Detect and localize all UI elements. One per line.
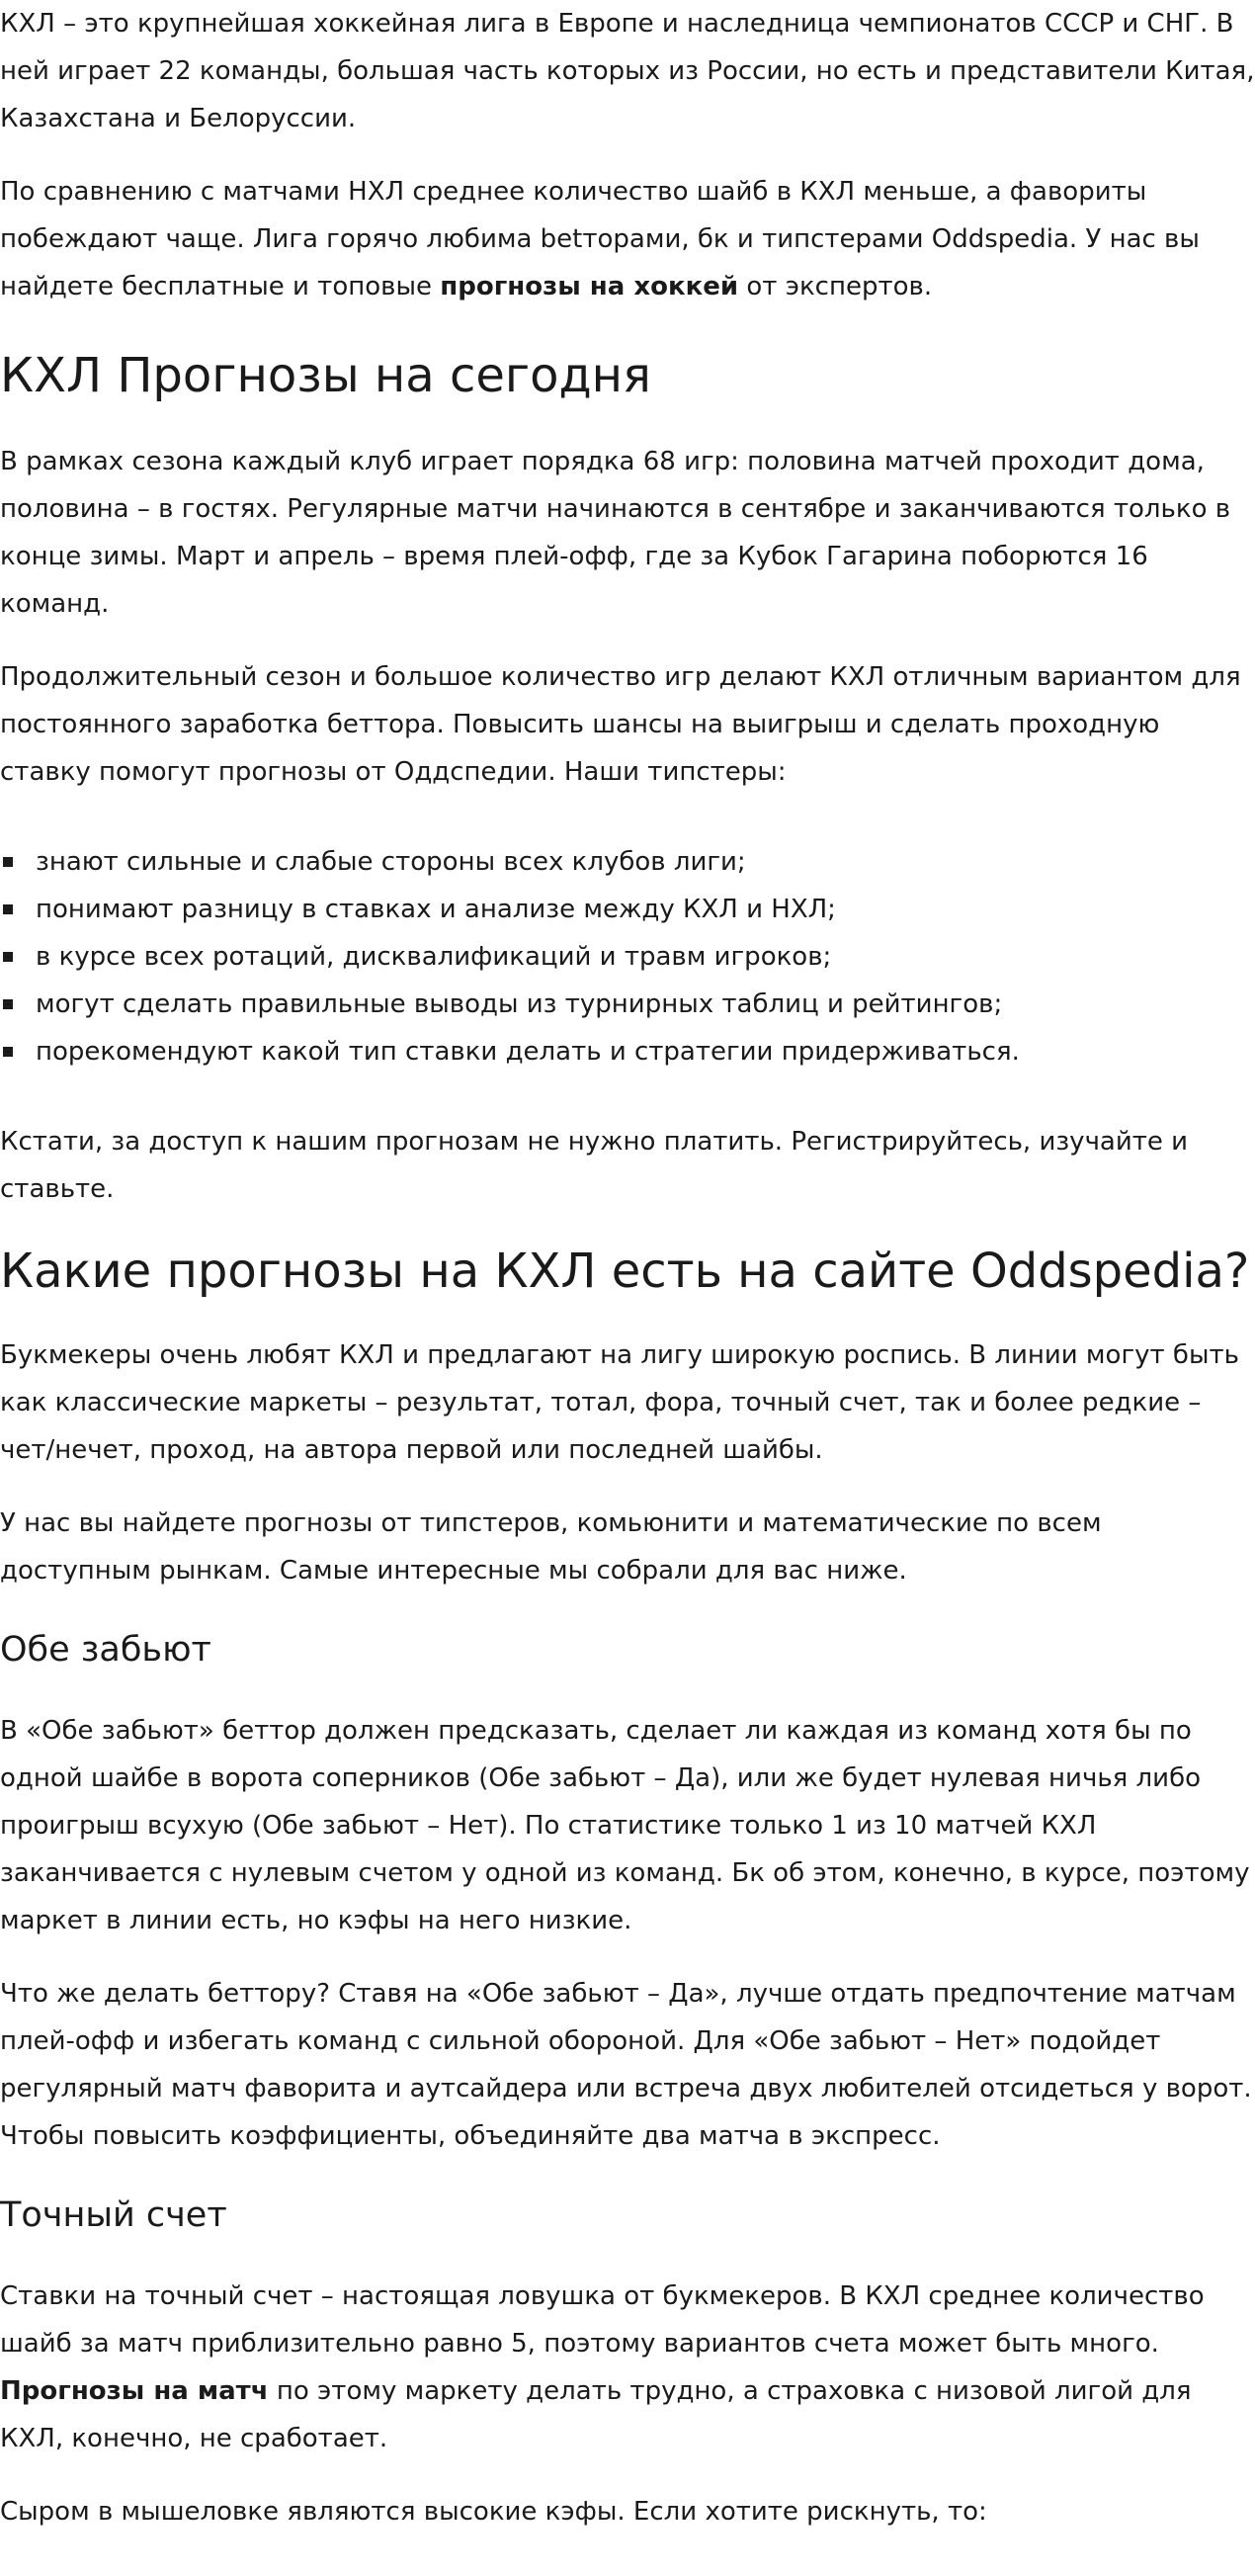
list-item [0, 838, 1255, 886]
bullet-icon [3, 999, 13, 1009]
bullet-icon [3, 857, 13, 867]
list-item [0, 886, 1255, 933]
list-item-text: порекомендуют какой тип ставки делать и стратегии придерживаться. [36, 1037, 1020, 1067]
heading-prediction-types: Какие прогнозы на КХЛ есть на сайте Oddspedia? [0, 1244, 1250, 1299]
exact-paragraph-2: Сыром в мышеловке являются высокие кэфы. Если хотите рискнуть, то: [0, 2497, 987, 2527]
heading-today-predictions: КХЛ Прогнозы на сегодня [0, 348, 651, 403]
heading-exact-score: Точный счет [0, 2195, 227, 2235]
hockey-predictions-link[interactable]: прогнозы на хоккей [440, 272, 739, 301]
both-paragraph-2: Что же делать беттору? Ставя на «Обе забьют – Да», лучше отдать предпочтение матчам плей-офф и избегать команд с сильной обороной. Для «Обе забьют – Нет» подойдет регулярный матч фаворита и аутсайдера или встреча двух любителей отсидеться у ворот. Чтобы повысить коэффициенты, объединяйте два матча в экспресс. [0, 1979, 1252, 2151]
today-paragraph-1: В рамках сезона каждый клуб играет порядка 68 игр: половина матчей проходит дома, половина – в гостях. Регулярные матчи начинаются в сентябре и заканчиваются только в конце зимы. Март и апрель – время плей-офф, где за Кубок Гагарина поборются 16 команд. [0, 447, 1231, 619]
list-item-text: в курсе всех ротаций, дисквалификаций и травм игроков; [36, 942, 832, 972]
bullet-icon [3, 904, 13, 914]
exact-paragraph-1-text-b: по этому маркету делать трудно, а страховка с низовой лигой для КХЛ, конечно, не сработает. [0, 2376, 1192, 2453]
list-item [0, 933, 1255, 981]
intro-paragraph-2-text-b: от экспертов. [738, 272, 933, 301]
list-item [0, 981, 1255, 1028]
intro-paragraph-1: КХЛ – это крупнейшая хоккейная лига в Европе и наследница чемпионатов СССР и СНГ. В ней играет 22 команды, большая часть которых из России, но есть и представители Китая, Казахстана и Белоруссии. [0, 9, 1255, 133]
types-paragraph-2: У нас вы найдете прогнозы от типстеров, комьюнити и математические по всем доступным рынкам. Самые интересные мы собрали для вас ниже. [0, 1508, 1102, 1586]
list-item-text: понимают разницу в ставках и анализе между КХЛ и НХЛ; [36, 895, 836, 924]
list-item-text: могут сделать правильные выводы из турнирных таблиц и рейтингов; [36, 989, 1003, 1019]
tipster-list [0, 838, 1255, 1075]
list-item-text: знают сильные и слабые стороны всех клубов лиги; [36, 847, 746, 877]
both-paragraph-1: В «Обе забьют» беттор должен предсказать, сделает ли каждая из команд хотя бы по одной шайбе в ворота соперников (Обе забьют – Да), или же будет нулевая ничья либо проигрыш всухую (Обе забьют – Нет). По статистике только 1 из 10 матчей КХЛ заканчивается с нулевым счетом у одной из команд. Бк об этом, конечно, в курсе, поэтому маркет в линии есть, но кэфы на него низкие. [0, 1716, 1250, 1935]
intro-paragraph-2-text-a: По сравнению с матчами НХЛ среднее количество шайб в КХЛ меньше, а фавориты побеждают чаще. Лига горячо любима betторами, бк и типстерами Oddspedia. У нас вы найдете бесплатные и топовые [0, 177, 1200, 301]
bullet-icon [3, 952, 13, 962]
match-predictions-link[interactable]: Прогнозы на матч [0, 2376, 269, 2406]
heading-both-score: Обе забьют [0, 1630, 211, 1670]
bullet-icon [3, 1047, 13, 1057]
intro-paragraph-2 [0, 168, 1255, 310]
list-item [0, 1028, 1255, 1075]
today-paragraph-2: Продолжительный сезон и большое количество игр делают КХЛ отличным вариантом для постоянного заработка беттора. Повысить шансы на выигрыш и сделать проходную ставку помогут прогнозы от Оддспедии. Наши типстеры: [0, 662, 1241, 787]
exact-paragraph-1-text-a: Ставки на точный счет – настоящая ловушка от букмекеров. В КХЛ среднее количество шайб за матч приблизительно равно 5, поэтому вариантов счета может быть много. [0, 2281, 1205, 2359]
types-paragraph-1: Букмекеры очень любят КХЛ и предлагают на лигу широкую роспись. В линии могут быть как классические маркеты – результат, тотал, фора, точный счет, так и более редкие – чет/нечет, проход, на автора первой или последней шайбы. [0, 1340, 1239, 1465]
exact-paragraph-1 [0, 2273, 1255, 2462]
today-paragraph-3: Кстати, за доступ к нашим прогнозам не нужно платить. Регистрируйтесь, изучайте и ставьте. [0, 1127, 1189, 1204]
